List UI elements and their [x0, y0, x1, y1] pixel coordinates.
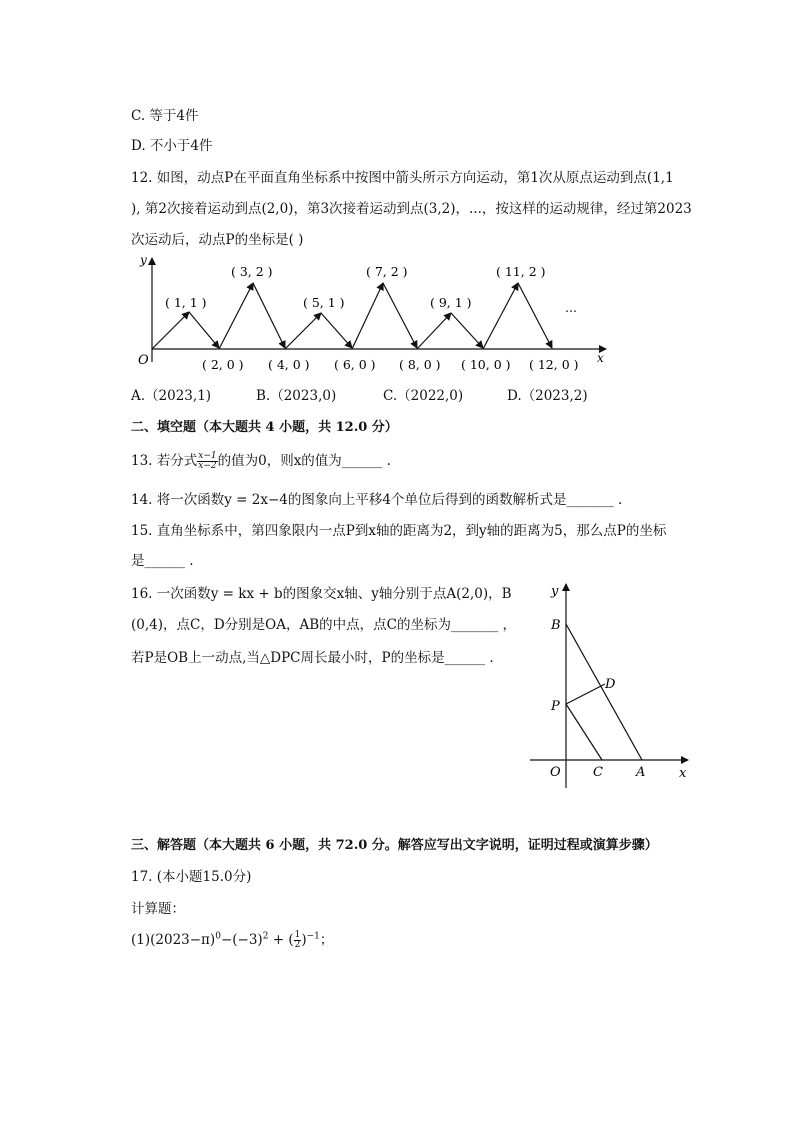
- label-1-1: ( 1, 1 ): [165, 295, 207, 310]
- label-11-2: ( 11, 2 ): [496, 264, 546, 279]
- section-2-heading: 二、填空题（本大题共 4 小题，共 12.0 分）: [131, 420, 398, 435]
- axis-y-label: y: [140, 253, 147, 267]
- axis-x-label: x: [679, 766, 687, 781]
- q12-option-b: B.（2023,0): [256, 388, 337, 404]
- segment-8: [383, 283, 417, 348]
- label-9-1: ( 9, 1 ): [430, 295, 472, 310]
- segment-7: [352, 283, 383, 349]
- q11-option-d: D. 不小于4件: [131, 138, 213, 154]
- point-b-label: B: [551, 618, 561, 633]
- label-2-0: ( 2, 0 ): [202, 357, 244, 372]
- segment-6: [321, 313, 352, 348]
- label-8-0: ( 8, 0 ): [399, 357, 441, 372]
- q13-text: [131, 449, 391, 471]
- q17-frac-num: 1: [294, 930, 301, 940]
- point-p-label: P: [551, 699, 560, 714]
- q17-part1: [131, 928, 333, 950]
- label-12-0: ( 12, 0 ): [529, 357, 579, 372]
- segment-12: [518, 283, 552, 348]
- q17-title: 17. (本小题15.0分): [131, 869, 252, 885]
- q13-prefix: 13. 若分式: [131, 453, 198, 469]
- segment-9: [417, 313, 451, 349]
- q15-text-line1: 15. 直角坐标系中，第四象限内一点P到x轴的距离为2，到y轴的距离为5，那么点P的坐标: [131, 523, 667, 539]
- label-3-2: ( 3, 2 ): [231, 264, 273, 279]
- segment-pc: [566, 704, 602, 760]
- label-5-1: ( 5, 1 ): [303, 295, 345, 310]
- q17-part1-plus: + (: [268, 932, 294, 948]
- label-6-0: ( 6, 0 ): [334, 357, 376, 372]
- q17-exp0: 0: [215, 931, 221, 942]
- q17-part1-end: ；: [319, 932, 334, 948]
- label-4-0: ( 4, 0 ): [268, 357, 310, 372]
- q16-text-line1: 16. 一次函数y = kx + b的图象交x轴、y轴分别于点A(2,0)，B: [131, 586, 512, 602]
- segment-4: [253, 283, 285, 348]
- q12-text-line2: ), 第2次接着运动到点(2,0)，第3次接着运动到点(3,2)，...，按这样的运动规律，经过第2023: [131, 201, 692, 217]
- q16-text-line2: (0,4)，点C，D分别是OA，AB的中点，点C的坐标为_______ ，: [131, 617, 517, 633]
- q12-text-line3: 次运动后，动点P的坐标是( ): [131, 232, 304, 248]
- q17-exp2: 2: [262, 931, 269, 942]
- axis-y-label: y: [551, 584, 559, 599]
- q16-text-line3: 若P是OB上一动点,当△DPC周长最小时，P的坐标是______ .: [131, 650, 494, 666]
- axis-x-label: x: [597, 351, 604, 365]
- ellipsis: ...: [565, 300, 577, 315]
- q12-text-line1: 12. 如图，动点P在平面直角坐标系中按图中箭头所示方向运动，第1次从原点运动到点(1,1: [131, 170, 674, 186]
- point-a-label: A: [636, 765, 646, 780]
- origin-label: O: [138, 353, 149, 368]
- q11-option-c: C. 等于4件: [131, 108, 199, 124]
- q17-expneg: −1: [306, 931, 320, 942]
- point-c-label: C: [593, 765, 603, 780]
- origin-label: O: [550, 765, 561, 780]
- point-d-label: D: [605, 677, 616, 692]
- q12-option-d: D.（2023,2): [507, 388, 588, 404]
- segment-10: [451, 313, 483, 348]
- q17-part1-mid: −(−3): [220, 932, 263, 948]
- q12-option-c: C.（2022,0): [383, 388, 464, 404]
- q12-zigzag-diagram: [128, 252, 618, 380]
- q17-part1-lead: (1)(2023−π): [131, 932, 216, 948]
- label-7-2: ( 7, 2 ): [366, 264, 408, 279]
- segment-2: [189, 312, 219, 348]
- segment-1: [152, 312, 189, 349]
- section-3-heading: 三、解答题（本大题共 6 小题，共 72.0 分。解答应写出文字说明，证明过程或演算步骤）: [131, 838, 658, 853]
- line-ab: [566, 624, 642, 760]
- segment-11: [483, 283, 518, 349]
- q14-text: 14. 将一次函数y = 2x−4的图象向上平移4个单位后得到的函数解析式是_______ .: [131, 492, 623, 508]
- q12-options: [131, 384, 588, 404]
- q15-text-line2: 是______ .: [131, 553, 194, 569]
- q13-fraction: [197, 452, 217, 471]
- q16-geometry-diagram: [528, 580, 698, 792]
- q17-instruction: 计算题：: [131, 901, 185, 917]
- q17-frac-den: 2: [294, 940, 301, 950]
- segment-pd: [566, 684, 605, 704]
- q13-numerator: x−1: [198, 451, 217, 461]
- q17-part1-close: ): [301, 932, 307, 948]
- segment-5: [285, 313, 321, 349]
- segment-3: [219, 283, 253, 349]
- label-10-0: ( 10, 0 ): [461, 357, 511, 372]
- q13-suffix: 的值为0，则x的值为______ .: [217, 453, 391, 469]
- q12-option-a: A.（2023,1): [131, 388, 212, 404]
- q13-denominator: x−2: [198, 461, 217, 471]
